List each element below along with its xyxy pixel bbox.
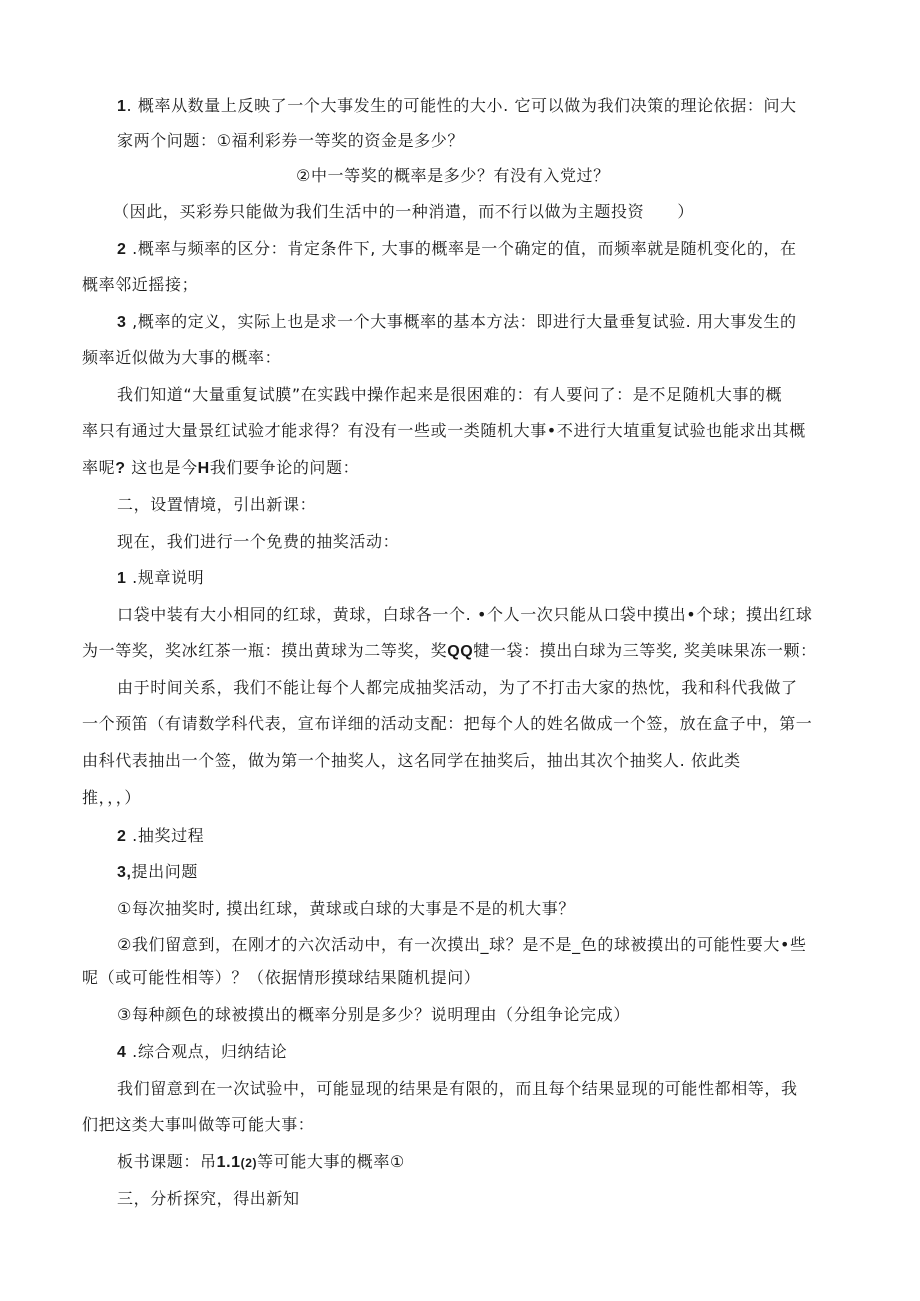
line-text: 这也是今 bbox=[125, 458, 198, 477]
line-text: ③每种颜色的球被摸出的概率分别是多少？说明理由（分组争论完成） bbox=[117, 1005, 630, 1024]
line-text: 我们留意到在一次试验中，可能显现的结果是有限的，而且每个结果显现的可能性都相等，我 bbox=[117, 1079, 798, 1098]
list-number: 2 bbox=[117, 828, 127, 845]
paragraph-line bbox=[117, 1004, 630, 1026]
bold-mark: (2) bbox=[240, 1156, 258, 1170]
paragraph-line bbox=[82, 1114, 314, 1136]
paragraph-line bbox=[117, 677, 798, 699]
line-text: .抽奖过程 bbox=[126, 826, 205, 845]
list-number: 3 bbox=[117, 314, 127, 331]
line-text: .综合观点，归纳结论 bbox=[126, 1042, 288, 1061]
line-text: 由于时间关系，我们不能让每个人都完成抽奖活动，为了不打击大家的热忱，我和科代我做了 bbox=[117, 678, 798, 697]
line-text: 呢（或可能性相等）？（依据情形摸球结果随机提问） bbox=[82, 968, 481, 987]
line-text: ①每次抽奖时, 摸出红球，黄球或白球的大事是不是的机大事？ bbox=[117, 899, 575, 918]
line-text: ,概率的定义，实际上也是求一个大事概率的基本方法：即进行大量垂复试验. 用大事发生的 bbox=[126, 312, 797, 331]
bold-mark: ? bbox=[115, 460, 126, 477]
line-text: ②我们留意到，在刚才的六次活动中，有一次摸出_球？是不是_色的球被摸出的可能性要大•些 bbox=[117, 935, 807, 954]
paragraph-line bbox=[82, 457, 359, 480]
paragraph-line bbox=[82, 420, 806, 442]
paragraph-line bbox=[82, 787, 141, 809]
paragraph-line bbox=[82, 640, 817, 663]
paragraph-line bbox=[117, 95, 797, 118]
paragraph-line bbox=[117, 130, 464, 152]
paragraph-line bbox=[117, 825, 204, 848]
paragraph-line bbox=[117, 1151, 405, 1174]
line-text: 推，，，） bbox=[82, 788, 142, 807]
line-text: 率只有通过大量景红试验才能求得？有没有一些或一类随机大事•不进行大埴重复试验也能求出其概 bbox=[82, 421, 806, 440]
line-text: 犍一袋：摸出白球为三等奖, 奖美味果冻一颗： bbox=[473, 641, 817, 660]
line-text: .概率与频率的区分：肯定条件下, 大事的概率是一个确定的值，而频率就是随机变化的，在 bbox=[126, 239, 797, 258]
line-text: 一个预笛（有请数学科代表，宣布详细的活动支配：把每个人的姓名做成一个签，放在盒子中，第一 bbox=[82, 714, 813, 733]
section-heading bbox=[117, 494, 316, 516]
paragraph-line bbox=[296, 165, 610, 187]
line-text: 频率近似做为大事的概率： bbox=[82, 348, 282, 367]
line-text: 口袋中装有大小相同的红球，黄球，白球各一个. •个人一次只能从口袋中摸出•个球；摸出红球 bbox=[117, 605, 813, 624]
line-text: 板书课题：吊 bbox=[117, 1152, 217, 1171]
list-number: 2 bbox=[117, 241, 127, 258]
paragraph-line bbox=[117, 311, 797, 334]
bold-mark: H bbox=[197, 460, 210, 477]
line-text: ②中一等奖的概率是多少？有没有入党过？ bbox=[296, 166, 610, 185]
list-number: 3, bbox=[117, 864, 132, 881]
bold-mark: QQ bbox=[447, 643, 474, 660]
paragraph-line bbox=[113, 201, 694, 223]
paragraph-line bbox=[117, 1041, 287, 1064]
paragraph-line bbox=[117, 898, 575, 920]
paragraph-line bbox=[117, 604, 812, 626]
line-text: 率呢 bbox=[82, 458, 116, 477]
line-text: 为一等奖，奖冰红茶一瓶：摸出黄球为二等奖，奖 bbox=[82, 641, 448, 660]
line-text: .规章说明 bbox=[126, 568, 205, 587]
line-text: 概率邻近摇接； bbox=[82, 275, 199, 294]
line-text: 们把这类大事叫做等可能大事： bbox=[82, 1115, 315, 1134]
list-number: 1 bbox=[117, 570, 127, 587]
paragraph-line bbox=[82, 347, 281, 369]
line-text: 我们要争论的问题： bbox=[209, 458, 360, 477]
line-text: 二，设置情境，引出新课： bbox=[117, 495, 317, 514]
paragraph-line bbox=[117, 531, 399, 553]
paragraph-line bbox=[117, 1078, 798, 1100]
paragraph-line bbox=[82, 967, 480, 989]
paragraph-line bbox=[82, 274, 198, 296]
line-text: 我们知道“大量重复试膜”在实践中操作起来是很困难的：有人要问了：是不足随机大事的概 bbox=[117, 385, 783, 404]
line-text: 提出问题 bbox=[131, 862, 198, 881]
bold-mark: 1.1 bbox=[216, 1154, 241, 1171]
line-text: 现在，我们进行一个免费的抽奖活动： bbox=[117, 532, 400, 551]
paragraph-line bbox=[117, 861, 198, 884]
paragraph-line bbox=[117, 567, 204, 590]
list-number: 4 bbox=[117, 1044, 127, 1061]
section-heading bbox=[117, 1188, 300, 1210]
paragraph-line bbox=[82, 750, 741, 772]
line-text: 由科代表抽出一个签，做为第一个抽奖人，这名同学在抽奖后，抽出其次个抽奖人. 依此类 bbox=[82, 751, 741, 770]
paragraph-line bbox=[82, 713, 812, 735]
line-text: 三，分析探究，得出新知 bbox=[117, 1189, 300, 1208]
list-number: 1 bbox=[117, 98, 127, 115]
paragraph-line bbox=[117, 384, 782, 406]
paragraph-line bbox=[117, 238, 797, 261]
line-text: （因此，买彩券只能做为我们生活中的一种消遣，而不行以做为主题投资 ） bbox=[113, 202, 695, 221]
paragraph-line bbox=[117, 934, 807, 956]
line-text: 等可能大事的概率① bbox=[257, 1152, 405, 1171]
line-text: 家两个问题：①福利彩券一等奖的资金是多少？ bbox=[117, 131, 464, 150]
line-text: . 概率从数量上反映了一个大事发生的可能性的大小. 它可以做为我们决策的理论依据：问大 bbox=[126, 96, 797, 115]
